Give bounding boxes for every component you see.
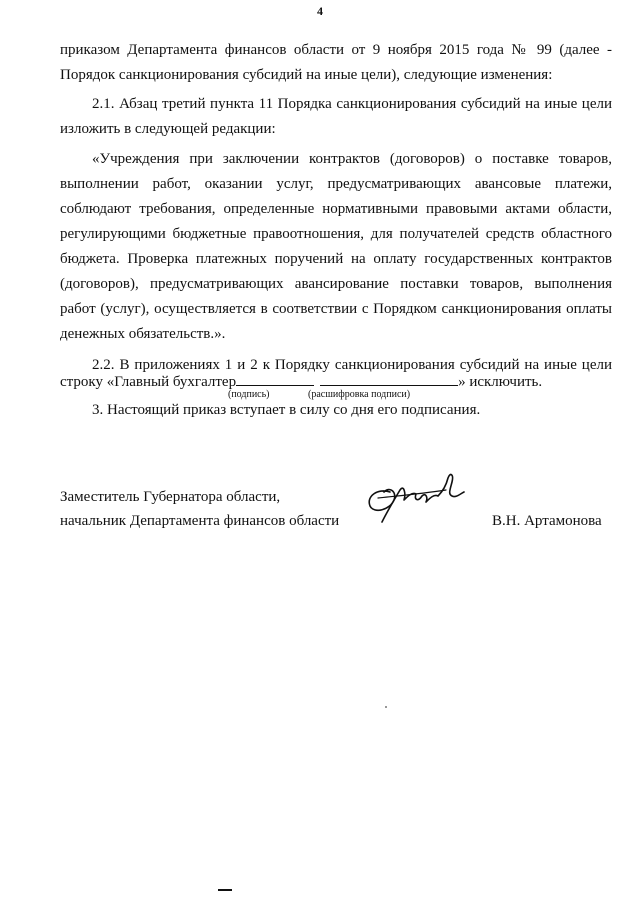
item-2-2-suffix: » исключить.: [458, 374, 543, 390]
item-2-2-line-1: 2.2. В приложениях 1 и 2 к Порядку санкционирования субсидий на иные цели: [92, 357, 612, 373]
page-bottom-mark: [218, 889, 232, 891]
signatory-name: В.Н. Артамонова: [492, 513, 602, 529]
caption-signature: (подпись): [228, 389, 270, 400]
scan-speck: [385, 706, 387, 708]
decoding-blank-line: [320, 371, 458, 386]
item-2-1-line-1: 2.1. Абзац третий пункта 11 Порядка санкционирования субсидий на иные цели: [92, 96, 612, 112]
page-number: 4: [317, 4, 323, 18]
quote-line-8: денежных обязательств.».: [60, 326, 226, 342]
quote-line-6: (договоров), предусматривающих авансирование поставки товаров, выполнения: [60, 276, 612, 292]
intro-line-1: приказом Департамента финансов области от 9 ноября 2015 года № 99 (далее -: [60, 42, 612, 58]
quote-line-5: бюджета. Проверка платежных поручений на оплату государственных контрактов: [60, 251, 612, 267]
item-2-2-prefix: строку «Главный бухгалтер: [60, 374, 237, 390]
signature-blank-line: [236, 371, 314, 386]
signatory-position-line-1: Заместитель Губернатора области,: [60, 489, 281, 505]
signatory-position-line-2: начальник Департамента финансов области: [60, 513, 340, 529]
intro-line-2: Порядок санкционирования субсидий на иные цели), следующие изменения:: [60, 67, 553, 83]
quote-line-7: работ (услуг), осуществляется в соответствии с Порядком санкционирования оплаты: [60, 301, 612, 317]
quote-line-2: выполнении работ, оказании услуг, предусматривающих авансовые платежи,: [60, 176, 612, 192]
quote-line-1: «Учреждения при заключении контрактов (договоров) о поставке товаров,: [92, 151, 612, 167]
handwritten-signature: [360, 470, 470, 526]
quote-line-3: соблюдают требования, определенные нормативными правовыми актами области,: [60, 201, 612, 217]
item-2-1-line-2: изложить в следующей редакции:: [60, 121, 276, 137]
quote-line-4: регулирующими бюджетные правоотношения, для получателей средств областного: [60, 226, 612, 242]
caption-decoding: (расшифровка подписи): [308, 389, 411, 400]
item-3-text: 3. Настоящий приказ вступает в силу со дня его подписания.: [92, 402, 481, 418]
